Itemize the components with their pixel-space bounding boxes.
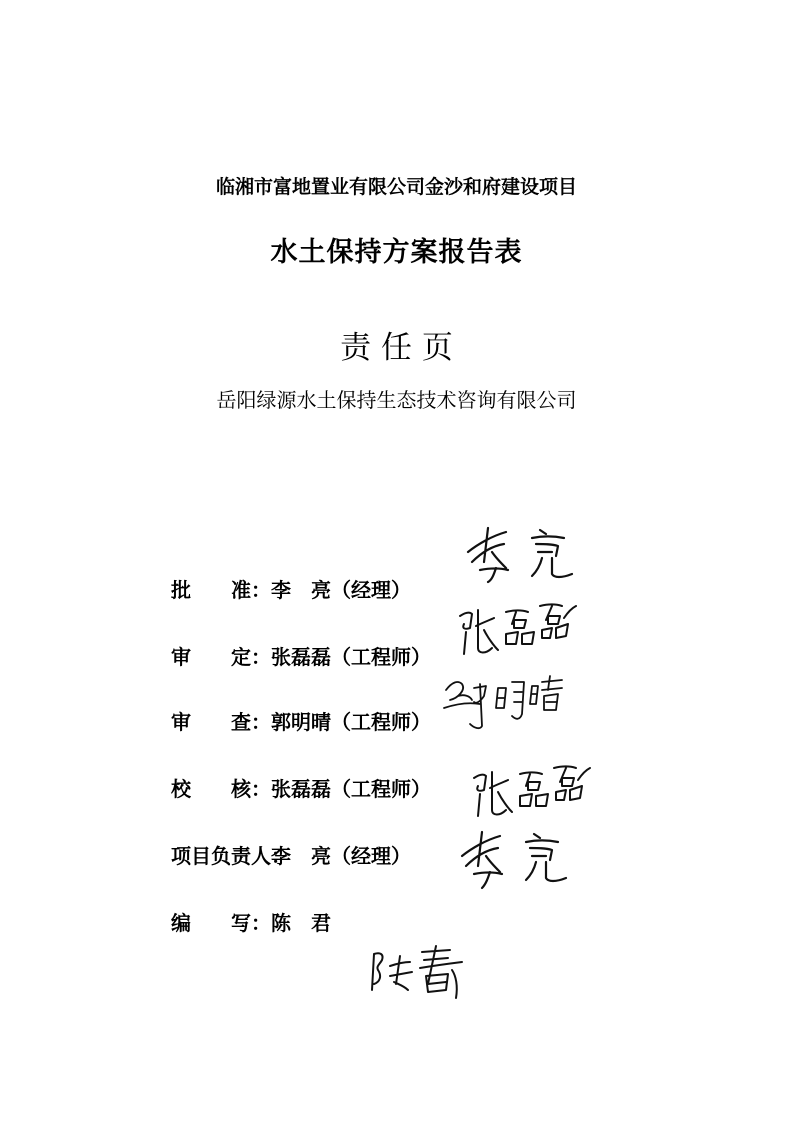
signature-li-liang-2 <box>456 826 576 890</box>
person-name: 张磊磊（工程师） <box>271 777 431 801</box>
person-name: 陈 君 <box>271 911 331 935</box>
role-label: 编 写： <box>171 911 271 935</box>
checker-row <box>171 774 431 804</box>
person-name: 李 亮（经理） <box>271 578 411 602</box>
person-name: 李 亮（经理） <box>271 844 411 868</box>
signature-zhang-leilei-1 <box>456 598 578 660</box>
page-title: 责 任 页 <box>340 330 453 366</box>
signature-li-liang-1 <box>462 522 582 584</box>
reviewer-row <box>171 707 431 737</box>
report-title: 水土保持方案报告表 <box>270 237 523 268</box>
project-title: 临湘市富地置业有限公司金沙和府建设项目 <box>215 176 577 198</box>
role-label: 校 核： <box>171 777 271 801</box>
signature-guo-mingqing <box>440 668 568 732</box>
person-name: 张磊磊（工程师） <box>271 645 431 669</box>
author-row <box>171 908 331 938</box>
signature-zhang-leilei-2 <box>470 760 592 822</box>
person-name: 郭明晴（工程师） <box>271 710 431 734</box>
company-name: 岳阳绿源水土保持生态技术咨询有限公司 <box>216 388 577 412</box>
role-label: 批 准： <box>171 578 271 602</box>
role-label: 审 定： <box>171 645 271 669</box>
role-label: 审 查： <box>171 710 271 734</box>
project-lead-row <box>171 841 411 871</box>
signature-chen-jun <box>366 940 470 1004</box>
role-label: 项目负责人： <box>171 844 291 868</box>
final-reviewer-row <box>171 642 431 672</box>
approver-row <box>171 575 411 605</box>
